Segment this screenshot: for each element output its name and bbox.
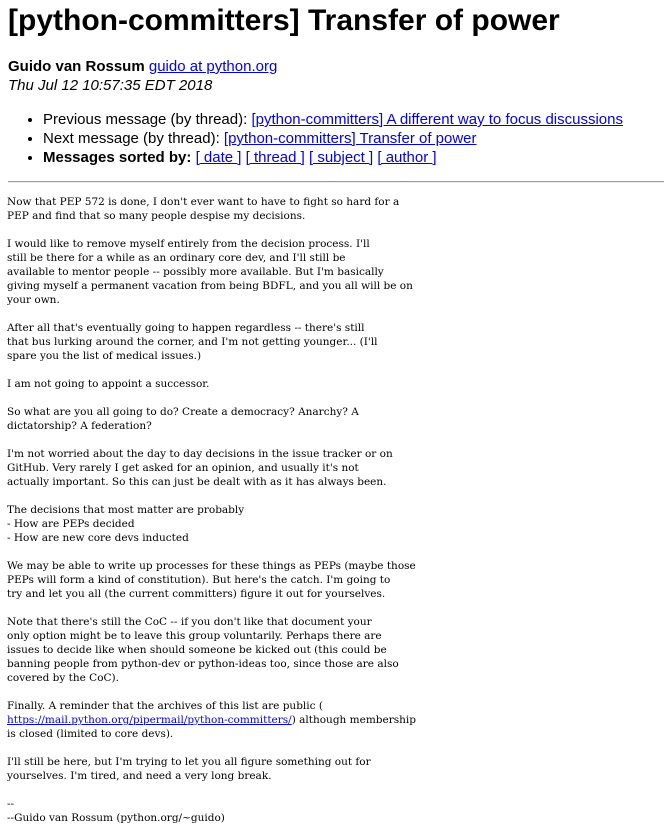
messages-sorted-label: Messages sorted by: [43, 149, 192, 166]
author-name: Guido van Rossum [8, 58, 145, 75]
archive-link[interactable]: https://mail.python.org/pipermail/python-committers/ [7, 714, 292, 726]
sort-by-date-link[interactable]: [ date ] [195, 149, 242, 166]
author-email-link[interactable]: guido at python.org [148, 58, 278, 75]
divider [8, 181, 664, 183]
author-line [8, 58, 277, 76]
sort-by-author-link[interactable]: [ author ] [377, 149, 437, 166]
sort-by-thread-link[interactable]: [ thread ] [245, 149, 305, 166]
sort-by-subject-link[interactable]: [ subject ] [308, 149, 374, 166]
message-text: Now that PEP 572 is done, I don't ever want to have to fight so hard for a PEP and find that so many people despise my decisions. I would like to remove myself entirely from the decision process. I'll still be there for a while as an ordinary core dev, and I'll still be available to mentor people -- possibly more available. But I'm basically giving myself a permanent vacation from being BDFL, and you all will be on your own. After all that's eventually going to happen regardless -- there's still that bus lurking around the corner, and I'm not getting younger... (I'll spare you the list of medical issues.) I am not going to appoint a successor. So what are you all going to do? Create a democracy? Anarchy? A dictatorship? A federation? I'm not worried about the day to day decisions in the issue tracker or on GitHub. Very rarely I get asked for an opinion, and usually it's not actually important. So this can just be dealt with as it has always been. The decisions that most matter are probably - How are PEPs decided - How are new core devs inducted We may be able to write up processes for these things as PEPs (maybe those PEPs will form a kind of constitution). But here's the catch. I'm going to try and let you all (the current committers) figure it out for yourselves. Note that there's still the CoC -- if you don't like that document your only option might be to leave this group voluntarily. Perhaps there are issues to decide like when should someone be kicked out (this could be banning people from python-dev or python-ideas too, since those are also covered by the CoC). Finally. A reminder that the archives of this list are public ( [7, 196, 416, 712]
post-date: Thu Jul 12 10:57:35 EDT 2018 [8, 77, 213, 94]
previous-message-link[interactable]: [python-committers] A different way to focus discussions [251, 111, 623, 128]
message-navigation [0, 110, 623, 167]
next-message-item [43, 129, 623, 148]
previous-message-label: Previous message (by thread): [43, 111, 248, 128]
sort-options-item [43, 148, 623, 167]
next-message-link[interactable]: [python-committers] Transfer of power [223, 130, 477, 147]
previous-message-item [43, 110, 623, 129]
page-title: [python-committers] Transfer of power [8, 4, 560, 37]
message-text-end: ) although membership is closed (limited to core devs). I'll still be here, but I'm trying to let you all figure something out for yourselves. I'm tired, and need a very long break. -- --Guido van Rossum (python.org/~guido) [7, 714, 416, 824]
next-message-label: Next message (by thread): [43, 130, 220, 147]
message-body [7, 195, 416, 825]
